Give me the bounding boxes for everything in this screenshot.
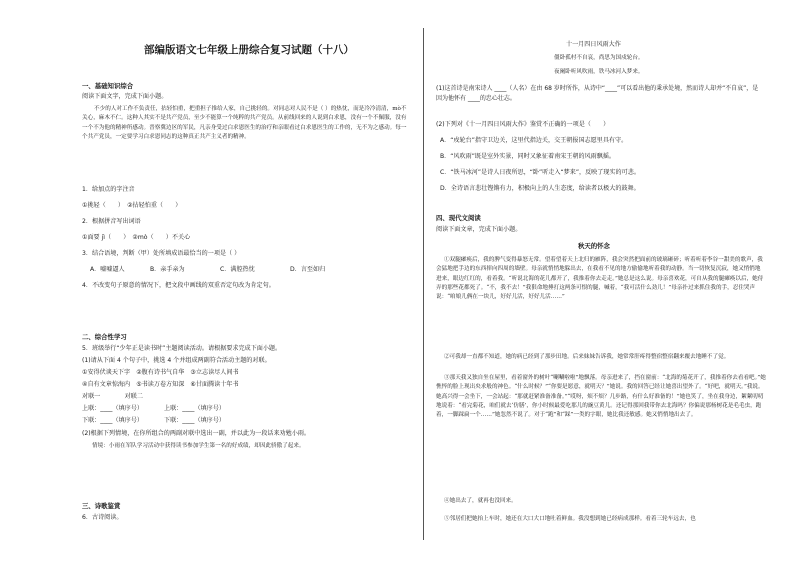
question-5-part-1: (1)请从下面 4 个句子中，挑选 4 个并组成两副符合活动主题的对联。 <box>82 357 271 364</box>
poem-line-2: 夜阑卧听风吹雨，铁马冰河入梦来。 <box>554 69 644 75</box>
essay-paragraph-5: ⑤邻居们把她抬上车时，她还在大口大口地吐着鲜血。我没想到她已经病成那样。看着三轮车远去，也 <box>444 516 696 522</box>
question-3-option-d: D．言至如归 <box>290 266 326 273</box>
reading-passage: 不少的人对工作不负责任，拈轻怕重，把重担子推给人家，自己挑轻的。对同志对人民不是（ ）的热忱，而是冷冷清清，mò不关心，麻木不仁。这种人其实不是共产党员，至少不能算一个纯粹的共产党员。从前线回来的人说到白求恩，没有一个不佩服，没有一个不为他的精神所感动。晋察冀边区的军民，凡亲身受过白求恩医生的治疗和亲眼看过白求恩医生的工作的，无不为之感动。每一个共产党员，一定要学习白求恩同志的这种真正共产主义者的精神。 <box>82 106 407 140</box>
essay-paragraph-1: ①双腿瘫痪后，我的脾气变得暴怒无常。望着望着天上北归的雁阵，我会突然把面前的玻璃砸碎；听着听着李谷一甜美的歌声，我会猛地把手边的东西摔向四周的墙壁。母亲就悄悄地躲出去，在我看不见的地方偷偷地听着我的动静。当一切恢复沉寂，她又悄悄地进来，眼边红红的，看着我。“听说北海的花儿都开了，我推着你去走走。”她总是这么说。母亲喜欢花，可自从我的腿瘫痪以后，她侍弄的那些花都死了。“不，我不去！”我狠命地捶打这两条可恨的腿，喊着，“我可活什么劲儿！”母亲扑过来抓住我的手，忍住哭声说：“咱娘儿俩在一块儿，好好儿活，好好儿活……” <box>436 257 764 301</box>
essay-paragraph-3: ③那天我又独自坐在屋里，看着窗外的树叶“唰唰啦啦”地飘落。母亲进来了，挡在窗前：“北海的菊花开了，我推着你去看看吧。”她憔悴的脸上现出央求般的神色。“什么时候？”“你要是愿意，就明天？”她说。我的回答已经让她喜出望外了。“好吧，就明天。”我说。她高兴得一会坐下，一会站起：“那就赶紧准备准备。”“哎呀，烦不烦？几步路，有什么好准备的！”她也笑了，坐在我身边，絮絮叨叨地说着：“看完菊花，咱们就去‘仿膳’，你小时候最爱吃那儿的豌豆黄儿。还记得那回我带你去北海吗？你偏说那杨树花是毛毛虫，跑着，一脚踩扁一个……”她忽然不说了。对于“跑”和“踩”一类的字眼，她比我还敏感。她又悄悄地出去了。 <box>436 375 766 419</box>
question-5: 5．班级举行“少年正是读书时”主题阅读活动。请根据要求完成下面小题。 <box>82 345 282 352</box>
question-5-scene: 情境：小雨在军队学习活动中获得读书参加学生第一名的好成绩，却因此骄傲了起来。 <box>92 443 305 449</box>
page-title: 部编版语文七年级上册综合复习试题（十八） <box>144 44 354 56</box>
column-divider <box>423 28 424 540</box>
section-instruction: 阅读下面文字，完成下面小题。 <box>82 93 168 100</box>
poem-title: 十一月四日风雨大作 <box>566 41 621 48</box>
section-modern-reading-instruction: 阅读下面文章，完成下面小题。 <box>436 226 522 233</box>
poem-option-c: C．“铁马冰河”是诗人日夜所思，“卧”听走入“梦来”，反映了现实的可悲。 <box>440 169 640 176</box>
question-1: 1．给加点的字注音 <box>82 186 135 193</box>
question-2: 2．根据拼音写出词语 <box>82 218 141 225</box>
couplet-1-upper: 上联：____（填序号） <box>82 405 143 412</box>
essay-title: 秋天的怀念 <box>578 242 610 250</box>
question-3-option-b: B．亲手亲为 <box>150 266 185 273</box>
question-5-part-2: (2)根据下列情境，在你所组合的两副对联中选出一副，并以此为一段话来劝勉小雨。 <box>82 430 311 437</box>
poem-option-b: B．“风吹雨”既是室外实景，同时又象征着南宋王朝的风雨飘摇。 <box>440 153 616 160</box>
poem-question-2: (2)下列对《十一月四日风雨大作》鉴赏不正确的一项是（ ） <box>436 121 610 128</box>
section-comprehensive-title: 二、综合性学习 <box>82 333 127 341</box>
question-3-option-c: C．满腔热忱 <box>220 266 255 273</box>
section-poetry-title: 三、诗歌鉴赏 <box>82 502 121 510</box>
section-basic-knowledge-title: 一、基础知识综合 <box>82 82 134 90</box>
essay-paragraph-4: ④她出去了，就再也没回来。 <box>444 498 517 504</box>
question-3-option-a: A．嘘嘘逼人 <box>90 266 125 273</box>
question-5-options-row-1: ①安得伏谈天下字 ②腹有诗书气自华 ③立志读尽人间书 <box>82 369 239 376</box>
question-1-options: ①挑轻（ ） ②拈轻怕重（ ） <box>82 202 182 209</box>
question-4: 4．不改变句子原意的情况下，把文段中画线的双重否定句改为肯定句。 <box>82 282 275 289</box>
poem-line-1: 僵卧孤村不自哀，尚思为国戍轮台。 <box>554 55 644 61</box>
question-2-options: ①面要 jì（ ） ②mò（ ）不关心 <box>82 234 191 241</box>
poem-option-d: D．全诗语言悲壮铿锵有力，积极向上的人生态度，给读者以极大的鼓舞。 <box>440 185 640 192</box>
couplet-2-lower: 下联：____（填序号） <box>164 417 225 424</box>
couplet-headers: 对联一 对联二 <box>82 393 143 400</box>
couplet-2-upper: 上联：____（填序号） <box>164 405 225 412</box>
section-modern-reading-title: 四、现代文阅读 <box>436 214 481 222</box>
question-6: 6．古诗阅读。 <box>82 514 123 521</box>
question-5-options-row-2: ④自有文章惊海内 ⑤书读万卷方知深 ⑥甘面腾读十年书 <box>82 381 239 388</box>
essay-paragraph-2: ②可我却一直都不知道，她的病已经到了那步田地。后来妹妹告诉我，她常常肝疼得整宿整宿翻来覆去地睡不了觉。 <box>444 354 730 360</box>
poem-option-a: A．“戍轮台”指守卫边关，这里代指边关，交王朝报国志愿里具有守。 <box>440 137 628 144</box>
poem-question-1: (1)这首诗是南宋诗人 ____（人名）在由 68 岁时所作，从诗中“____”可以看出他的秉承处境，然而诗人却并“不自哀”，是因为他怀有 ____的忠心壮志。 <box>436 85 759 102</box>
couplet-1-lower: 下联：____（填序号） <box>82 417 143 424</box>
question-3: 3．结合语境，判断（甲）处所填成语最恰当的一项是（ ） <box>82 250 241 257</box>
